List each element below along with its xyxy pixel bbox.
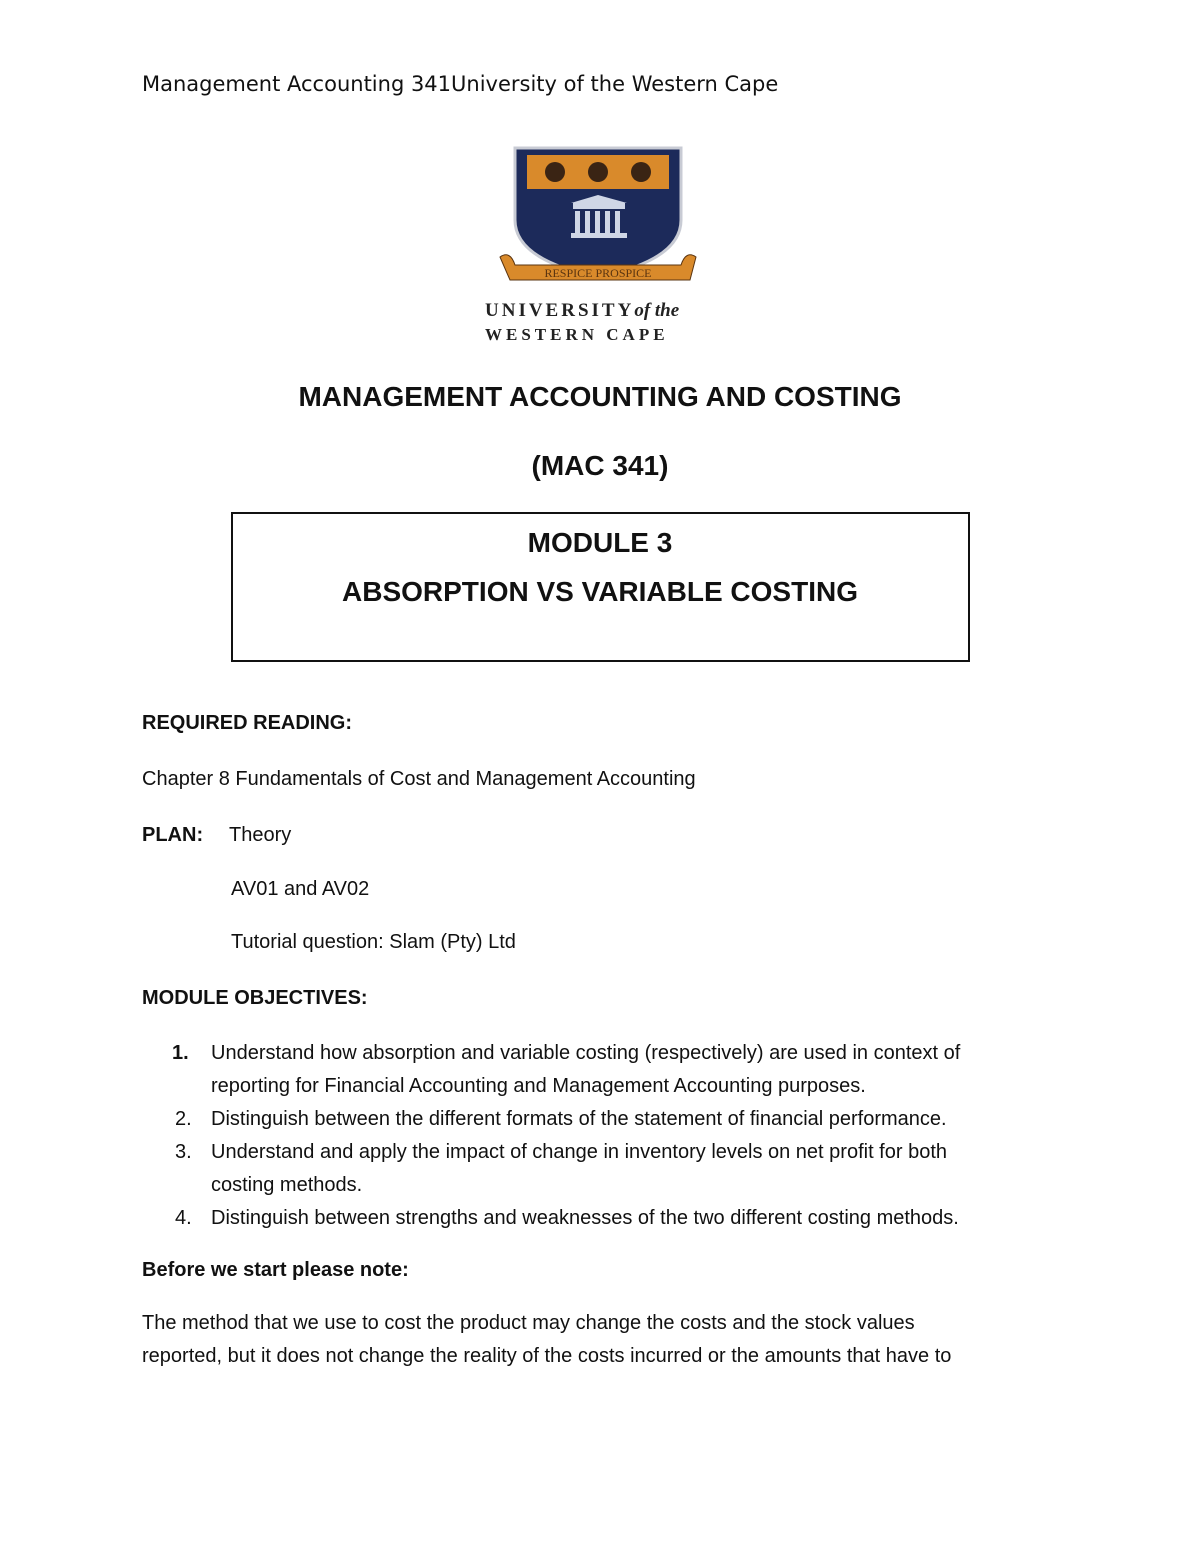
plan-item: AV01 and AV02 (231, 878, 370, 900)
list-item: Understand and apply the impact of change in inventory levels on net profit for both (211, 1141, 948, 1163)
plan-item: Tutorial question: Slam (Pty) Ltd (231, 931, 516, 953)
note-paragraph-line: The method that we use to cost the product may change the costs and the stock values (142, 1312, 915, 1334)
module-number: MODULE 3 (527, 527, 673, 558)
module-topic: ABSORPTION VS VARIABLE COSTING (342, 576, 858, 607)
wordmark-university: UNIVERSITY (485, 300, 635, 321)
note-paragraph-line: reported, but it does not change the reality of the costs incurred or the amounts that have to (142, 1345, 952, 1367)
list-item: Distinguish between strengths and weaknesses of the two different costing methods. (211, 1207, 959, 1229)
plan-item: Theory (229, 824, 292, 846)
list-item: Understand how absorption and variable costing (respectively) are used in context of (211, 1042, 961, 1064)
list-number: 4. (175, 1207, 192, 1229)
wordmark-western-cape: WESTERN CAPE (485, 325, 669, 344)
motto-text: RESPICE PROSPICE (544, 266, 652, 280)
document-title: MANAGEMENT ACCOUNTING AND COSTING (298, 381, 902, 412)
university-logo (485, 145, 725, 350)
list-item-cont: costing methods. (211, 1174, 363, 1196)
objectives-heading: MODULE OBJECTIVES: (142, 987, 368, 1009)
list-item: Distinguish between the different formats of the statement of financial performance. (211, 1108, 947, 1130)
list-item-cont: reporting for Financial Accounting and Management Accounting purposes. (211, 1075, 866, 1097)
required-reading-text: Chapter 8 Fundamentals of Cost and Management Accounting (142, 768, 696, 790)
list-number: 1. (172, 1042, 189, 1064)
list-number: 2. (175, 1108, 192, 1130)
page-header: Management Accounting 341University of the Western Cape (142, 72, 779, 96)
note-heading: Before we start please note: (142, 1259, 409, 1281)
course-code: (MAC 341) (531, 450, 669, 481)
required-reading-heading: REQUIRED READING: (142, 712, 353, 734)
plan-label: PLAN: (142, 824, 204, 846)
wordmark-of-the: of the (634, 300, 680, 321)
list-number: 3. (175, 1141, 192, 1163)
